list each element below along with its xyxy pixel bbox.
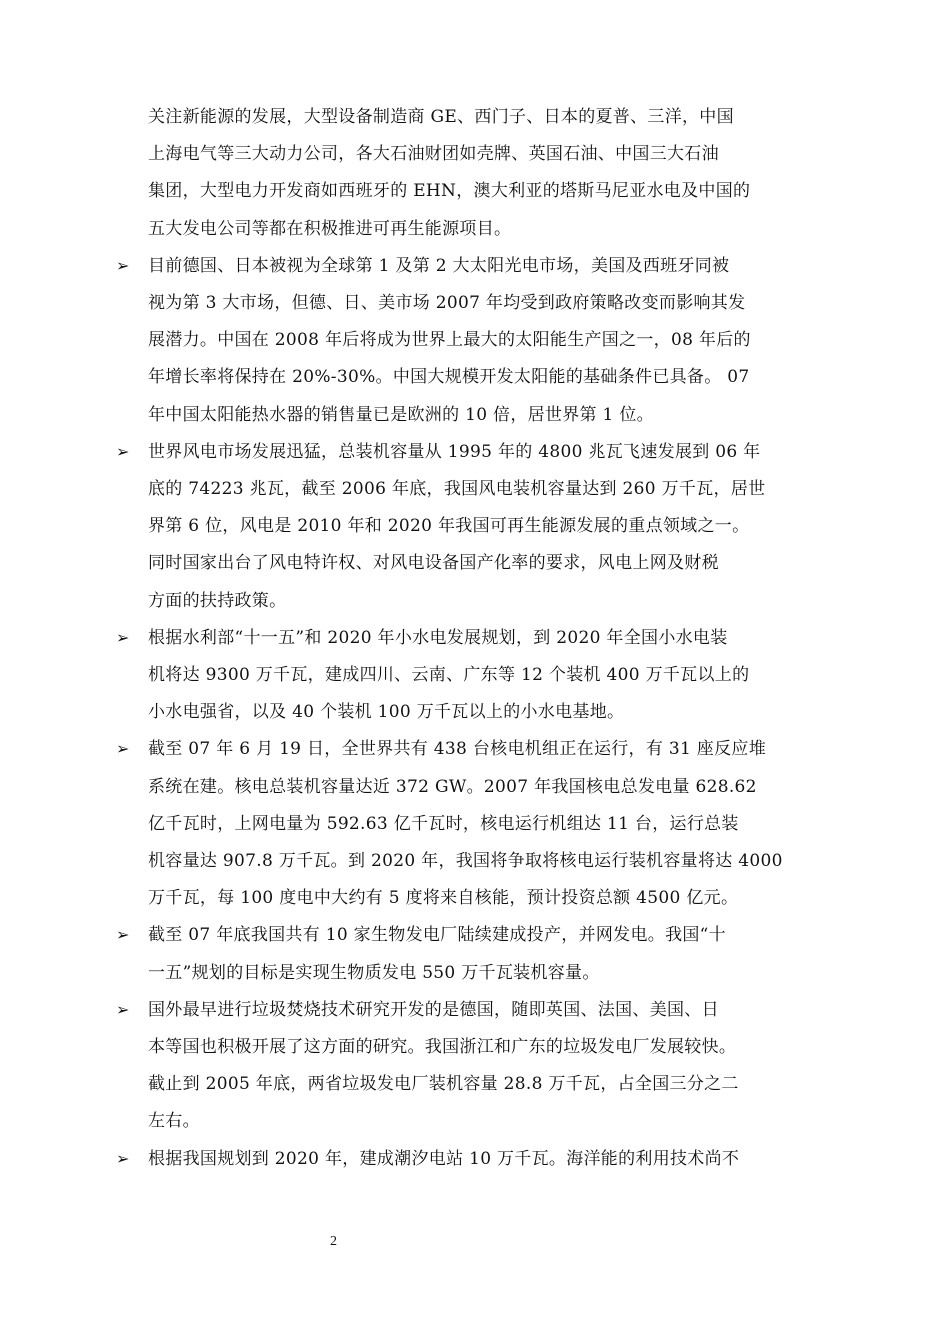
text-line: 集团，大型电力开发商如西班牙的 EHN，澳大利亚的塔斯马尼亚水电及中国的 [148,181,751,201]
text-line: 同时国家出台了风电特许权、对风电设备国产化率的要求，风电上网及财税 [148,553,719,573]
text-line: 截至 07 年 6 月 19 日，全世界共有 438 台核电机组正在运行，有 31 座反应堆 [148,739,766,759]
text-line: 机容量达 907.8 万千瓦。到 2020 年，我国将争取将核电运行装机容量将达 4000 [148,851,783,871]
text-line: 五大发电公司等都在积极推进可再生能源项目。 [148,219,512,239]
text-line: 年增长率将保持在 20%-30%。中国大规模开发太阳能的基础条件已具备。 07 [148,367,750,387]
text-line: 机将达 9300 万千瓦，建成四川、云南、广东等 12 个装机 400 万千瓦以上的 [148,665,750,685]
text-line: 根据水利部“十一五”和 2020 年小水电发展规划，到 2020 年全国小水电装 [148,628,728,648]
text-line: 系统在建。核电总装机容量达近 372 GW。2007 年我国核电总发电量 628.62 [148,777,757,797]
bullet-icon: ➢ [116,1000,130,1019]
text-line: 上海电气等三大动力公司，各大石油财团如壳牌、英国石油、中国三大石油 [148,144,719,164]
text-line: 关注新能源的发展，大型设备制造商 GE、西门子、日本的夏普、三洋，中国 [148,107,734,127]
text-line: 目前德国、日本被视为全球第 1 及第 2 大太阳光电市场，美国及西班牙同被 [148,256,730,276]
text-line: 国外最早进行垃圾焚烧技术研究开发的是德国，随即英国、法国、美国、日 [148,1000,719,1020]
bullet-icon: ➢ [116,739,130,758]
bullet-icon: ➢ [116,442,130,461]
bullet-icon: ➢ [116,256,130,275]
text-line: 一五”规划的目标是实现生物质发电 550 万千瓦装机容量。 [148,963,600,983]
text-line: 方面的扶持政策。 [148,591,287,611]
text-line: 截止到 2005 年底，两省垃圾发电厂装机容量 28.8 万千瓦，占全国三分之二 [148,1074,739,1094]
text-line: 本等国也积极开展了这方面的研究。我国浙江和广东的垃圾发电厂发展较快。 [148,1037,737,1057]
bullet-icon: ➢ [116,628,130,647]
text-line: 小水电强省，以及 40 个装机 100 万千瓦以上的小水电基地。 [148,702,625,722]
text-line: 展潜力。中国在 2008 年后将成为世界上最大的太阳能生产国之一，08 年后的 [148,330,751,350]
text-line: 年中国太阳能热水器的销售量已是欧洲的 10 倍，居世界第 1 位。 [148,405,654,425]
text-line: 左右。 [148,1111,200,1131]
text-line: 世界风电市场发展迅猛，总装机容量从 1995 年的 4800 兆瓦飞速发展到 06 年 [148,442,761,462]
page-number: 2 [330,1234,337,1249]
bullet-icon: ➢ [116,1149,130,1168]
text-line: 界第 6 位，风电是 2010 年和 2020 年我国可再生能源发展的重点领域之一。 [148,516,750,536]
bullet-icon: ➢ [116,925,130,944]
text-line: 万千瓦，每 100 度电中大约有 5 度将来自核能，预计投资总额 4500 亿元。 [148,888,739,908]
text-line: 亿千瓦时，上网电量为 592.63 亿千瓦时，核电运行机组达 11 台，运行总装 [148,814,739,834]
text-line: 底的 74223 兆瓦，截至 2006 年底，我国风电装机容量达到 260 万千瓦，居世 [148,479,766,499]
text-line: 视为第 3 大市场，但德、日、美市场 2007 年均受到政府策略改变而影响其发 [148,293,746,313]
text-line: 根据我国规划到 2020 年，建成潮汐电站 10 万千瓦。海洋能的利用技术尚不 [148,1149,740,1169]
text-line: 截至 07 年底我国共有 10 家生物发电厂陆续建成投产，并网发电。我国“十 [148,925,726,945]
